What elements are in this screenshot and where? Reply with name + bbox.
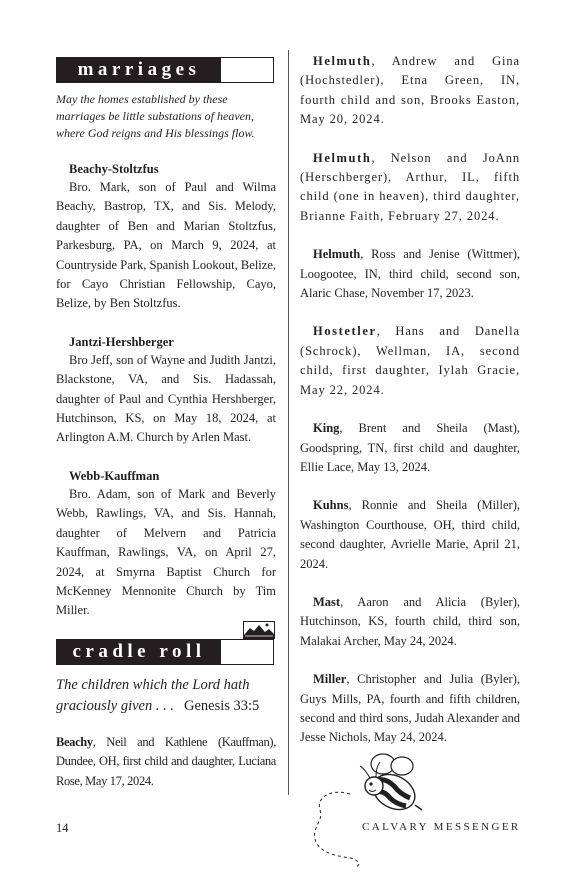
- family-name: Miller: [313, 672, 347, 687]
- column-divider: [288, 50, 289, 795]
- publication-title: CALVARY MESSENGER: [362, 821, 521, 833]
- family-name: Mast: [313, 594, 341, 609]
- birth-entry: [300, 52, 520, 130]
- birth-entry: [300, 245, 520, 303]
- birth-text: , Nelson and JoAnn (Herschberger), Arthur, IL, fifth child (one in heaven), third daughter, Brianne Faith, February 27, 2024.: [300, 150, 520, 223]
- birth-text: , Christopher and Julia (Byler), Guys Mills, PA, fourth and fifth children, second and third sons, Judah Alexander and Jesse Nichols, May 24, 2024.: [300, 672, 520, 745]
- verse-text: The children which the Lord hath graciously given . . .: [56, 676, 250, 714]
- mountain-scene-icon: [243, 621, 275, 639]
- family-name: Helmuth: [313, 247, 361, 262]
- family-name: Helmuth: [313, 150, 372, 165]
- marriage-heading: Beachy-Stoltzfus: [69, 162, 159, 176]
- verse-reference: Genesis 33:5: [184, 697, 260, 714]
- marriages-motto: May the homes established by these marriages be little substations of heaven, where God reigns and His blessings flow.: [56, 92, 255, 140]
- birth-text: , Neil and Kathlene (Kauffman), Dundee, OH, first child and daughter, Luciana Rose, May 17, 2024.: [56, 734, 276, 788]
- birth-entry: [56, 733, 276, 791]
- birth-entry: [300, 322, 520, 400]
- birth-text: , Andrew and Gina (Hochstedler), Etna Green, IN, fourth child and son, Brooks Easton, May 20, 2024.: [300, 54, 520, 127]
- page-number: 14: [56, 821, 69, 835]
- marriage-entry: [56, 333, 276, 448]
- cradle-roll-title: cradle roll: [57, 640, 221, 664]
- birth-text: , Aaron and Alicia (Byler), Hutchinson, KS, fourth child, third son, Malakai Archer, May 24, 2024.: [300, 594, 520, 648]
- bee-icon: [290, 750, 450, 868]
- marriage-entry: [56, 160, 276, 314]
- family-name: Hostetler: [313, 324, 377, 339]
- family-name: Helmuth: [313, 54, 372, 68]
- birth-text: , Hans and Danella (Schrock), Wellman, IA, second child, first daughter, Iylah Gracie, May 22, 2024.: [300, 324, 520, 397]
- cradle-roll-banner: [56, 639, 274, 665]
- marriages-title: marriages: [57, 58, 221, 82]
- right-column: [300, 52, 520, 767]
- marriage-text: Bro. Adam, son of Mark and Beverly Webb, Rawlings, VA, and Sis. Hannah, daughter of Melvern and Patricia Kauffman, Rawlings, VA, on April 27, 2024, at Smyrna Baptist Church for McKenney Mennonite Church by Tim Miller.: [56, 486, 276, 618]
- birth-entry: [300, 419, 520, 477]
- birth-entry: [300, 496, 520, 574]
- left-column: [56, 57, 276, 791]
- cradle-roll-verse: [56, 675, 276, 717]
- birth-text: , Ronnie and Sheila (Miller), Washington Courthouse, OH, third child, second daughter, Avrielle Marie, April 21, 2024.: [300, 498, 520, 571]
- birth-text: , Brent and Sheila (Mast), Goodspring, TN, first child and daughter, Ellie Lace, May 13, 2024.: [300, 421, 520, 474]
- family-name: King: [313, 421, 340, 436]
- marriage-text: Bro Jeff, son of Wayne and Judith Jantzi, Blackstone, VA, and Sis. Hadassah, daughter of Paul and Cynthia Hershberger, Hutchinson, KS, on May 18, 2024, at Arlington A.M. Church by Arlen Mast.: [56, 352, 276, 445]
- marriage-text: Bro. Mark, son of Paul and Wilma Beachy, Bastrop, TX, and Sis. Melody, daughter of Ben and Marian Stoltzfus, Parkesburg, PA, on March 9, 2024, at Countryside Park, Spanish Lookout, Belize, for Cayo Christian Fellowship, Cayo, Belize, by Ben Stoltzfus.: [56, 180, 276, 311]
- family-name: Beachy: [56, 734, 93, 749]
- birth-entry: [300, 670, 520, 748]
- birth-entry: [300, 149, 520, 227]
- birth-text: , Ross and Jenise (Wittmer), Loogootee, IN, third child, second son, Alaric Chase, November 17, 2023.: [300, 247, 520, 301]
- family-name: Kuhns: [313, 498, 349, 513]
- marriage-entry: [56, 467, 276, 621]
- birth-entry: [300, 593, 520, 651]
- marriage-heading: Jantzi-Hershberger: [69, 334, 174, 349]
- marriage-heading: Webb-Kauffman: [69, 468, 160, 483]
- marriages-banner: [56, 57, 274, 83]
